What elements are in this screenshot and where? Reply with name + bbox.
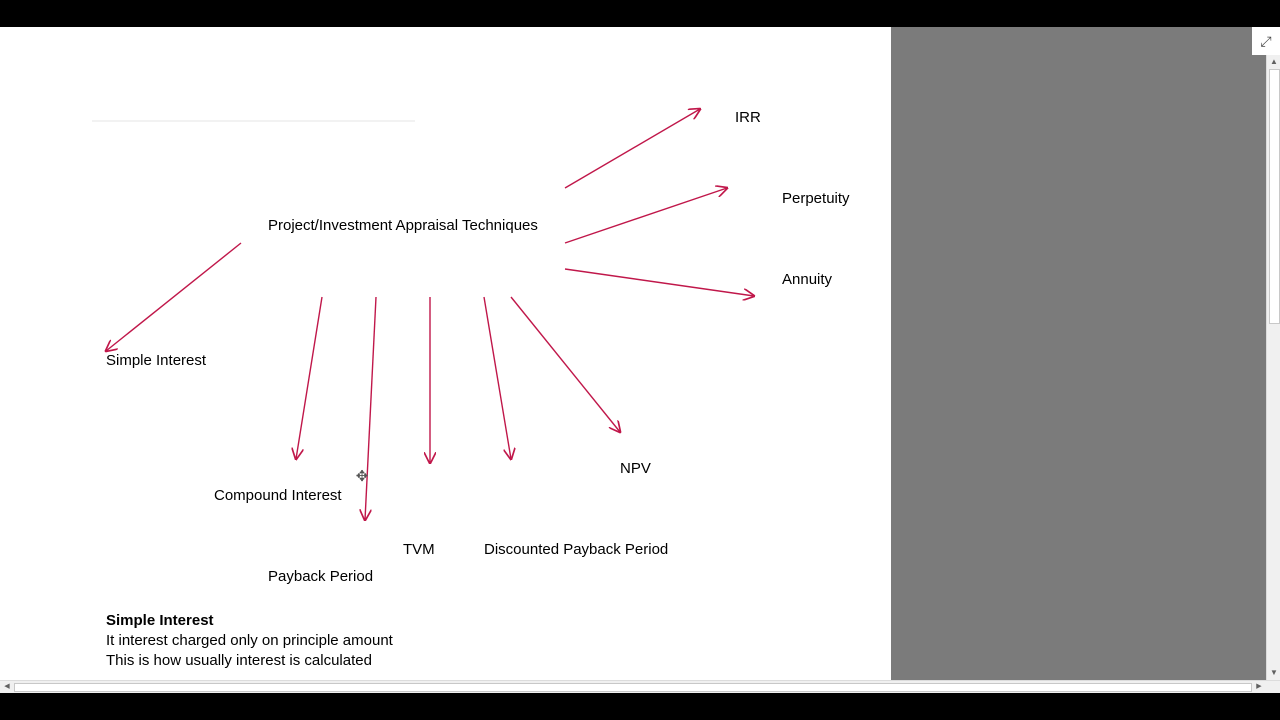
note-line-2: This is how usually interest is calculated bbox=[106, 652, 372, 669]
note-canvas[interactable] bbox=[0, 27, 891, 680]
vertical-scroll-thumb[interactable] bbox=[1269, 69, 1280, 324]
vertical-scrollbar[interactable] bbox=[1266, 55, 1280, 680]
side-pane bbox=[891, 27, 1266, 680]
simple-interest-label: Simple Interest bbox=[106, 352, 207, 369]
arrow-to-npv bbox=[511, 297, 620, 432]
tvm-label: TVM bbox=[403, 541, 435, 558]
note-line-1: It interest charged only on principle amount bbox=[106, 632, 393, 649]
center-label: Project/Investment Appraisal Techniques bbox=[268, 217, 538, 234]
compound-interest-label: Compound Interest bbox=[214, 487, 342, 504]
irr-label: IRR bbox=[735, 109, 761, 126]
scroll-left-icon[interactable]: ◀ bbox=[4, 683, 10, 690]
expand-icon[interactable]: ⤢ bbox=[1252, 27, 1280, 55]
arrow-to-payback-period bbox=[365, 297, 376, 520]
arrow-to-perpetuity bbox=[565, 188, 727, 243]
arrow-to-discounted-payback bbox=[484, 297, 511, 459]
note-title: Simple Interest bbox=[106, 612, 214, 629]
payback-period-label: Payback Period bbox=[268, 568, 374, 585]
arrow-to-simple-interest bbox=[106, 243, 241, 351]
perpetuity-label: Perpetuity bbox=[782, 190, 850, 207]
horizontal-scrollbar[interactable] bbox=[0, 680, 1280, 693]
scroll-down-icon[interactable]: ▼ bbox=[1270, 668, 1278, 677]
scroll-up-icon[interactable]: ▲ bbox=[1270, 57, 1278, 66]
discounted-payback-period-label: Discounted Payback Period bbox=[484, 541, 669, 558]
arrow-to-irr bbox=[565, 109, 700, 188]
arrow-to-annuity bbox=[565, 269, 754, 296]
annuity-label: Annuity bbox=[782, 271, 833, 288]
arrow-to-compound-interest bbox=[296, 297, 322, 459]
move-cursor-icon: ✥ bbox=[355, 468, 369, 485]
npv-label: NPV bbox=[620, 460, 651, 477]
scroll-right-icon[interactable]: ▶ bbox=[1256, 683, 1262, 690]
horizontal-scroll-thumb[interactable] bbox=[14, 683, 1252, 692]
